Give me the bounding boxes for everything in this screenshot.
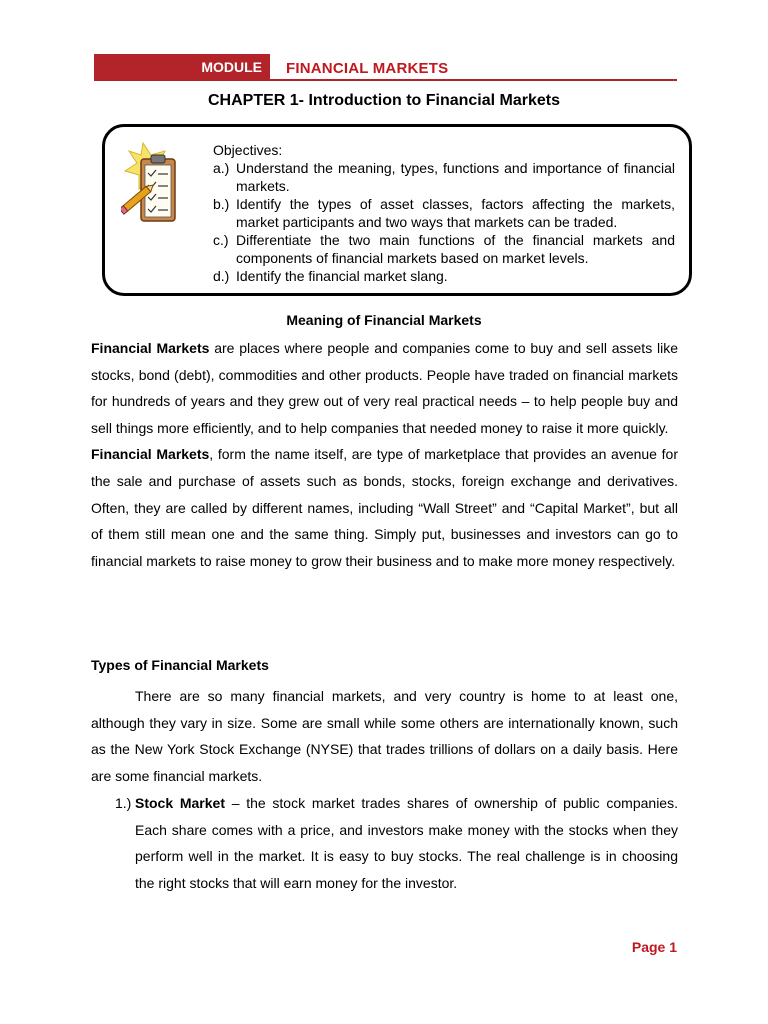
objective-label: b.): [213, 196, 230, 212]
objective-text: Differentiate the two main functions of the financial markets and components of financial markets based on market levels.: [236, 232, 675, 266]
objective-label: d.): [213, 268, 230, 284]
objective-item: [213, 231, 675, 267]
objective-text: Identify the types of asset classes, factors affecting the markets, market participants and two ways that markets can be traded.: [236, 196, 675, 230]
clipboard-checklist-icon: [121, 141, 183, 233]
objectives-text: [213, 141, 675, 285]
meaning-paragraph-1: [91, 335, 678, 441]
meaning-body: [91, 335, 678, 574]
types-intro: There are so many financial markets, and very country is home to at least one, although they vary in size. Some are small while some others are internationally known, such as the New York Stock Exchange (NYSE) that trades trillions of dollars on a daily basis. Here are some financial markets.: [91, 688, 678, 784]
list-text: [135, 790, 678, 896]
module-header: [94, 54, 677, 81]
types-heading: Types of Financial Markets: [91, 657, 269, 673]
meaning-paragraph-2: [91, 441, 678, 574]
objective-item: [213, 159, 675, 195]
term-bold: Stock Market: [135, 795, 225, 811]
meaning-heading: Meaning of Financial Markets: [286, 312, 482, 328]
module-title: FINANCIAL MARKETS: [286, 60, 449, 77]
header-rule: [270, 79, 677, 81]
paragraph-text: , form the name itself, are type of marketplace that provides an avenue for the sale and purchase of assets such as bonds, stocks, foreign exchange and derivatives. Often, they are called by different names, including “Wall Street” and “Capital Market”, but all of them still mean one and the same thing. Simply put, businesses and investors can go to financial markets to raise money to grow their business and to make more money respectively.: [91, 446, 678, 569]
objective-item: [213, 267, 675, 285]
objective-label: c.): [213, 232, 229, 248]
chapter-title: CHAPTER 1- Introduction to Financial Markets: [207, 92, 561, 109]
module-label: MODULE: [94, 54, 270, 81]
objectives-heading: Objectives:: [213, 142, 283, 158]
list-description: – the stock market trades shares of ownership of public companies. Each share comes with a price, and investors make money with the stocks when they perform well in the market. It is easy to buy stocks. The real challenge is in choosing the right stocks that will earn money for the investor.: [135, 795, 678, 891]
types-intro-block: [91, 683, 678, 789]
objectives-box: [102, 124, 692, 296]
objective-item: [213, 195, 675, 231]
objective-text: Identify the financial market slang.: [236, 268, 448, 284]
objective-text: Understand the meaning, types, functions and importance of financial markets.: [236, 160, 675, 194]
paragraph-text: are places where people and companies come to buy and sell assets like stocks, bond (debt), commodities and other products. People have traded on financial markets for hundreds of years and they grew out of very real practical needs – to help people buy and sell things more efficiently, and to help companies that needed money to raise it more quickly.: [91, 340, 678, 436]
term-bold: Financial Markets: [91, 340, 210, 356]
list-number: 1.): [115, 795, 132, 811]
objective-label: a.): [213, 160, 230, 176]
list-item: [91, 790, 678, 896]
page-number: Page 1: [631, 939, 677, 955]
term-bold: Financial Markets: [91, 446, 210, 463]
